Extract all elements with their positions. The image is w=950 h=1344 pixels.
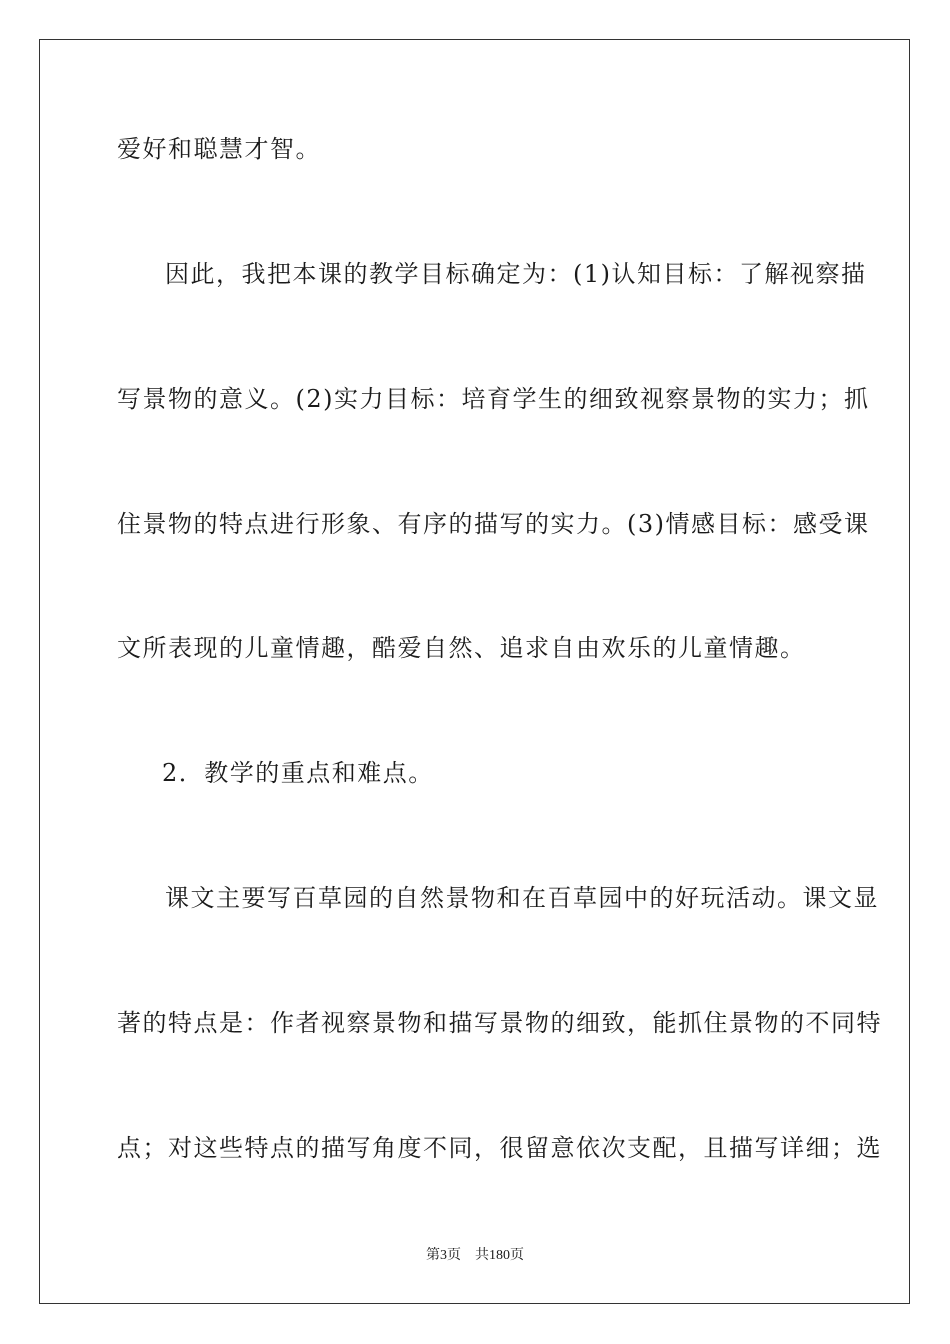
- page-total: 共180页: [475, 1248, 524, 1263]
- page-border: [39, 39, 910, 1304]
- section-heading: 2．教学的重点和难点。: [162, 759, 434, 787]
- text-line-5: 文所表现的儿童情趣，酷爱自然、追求自由欢乐的儿童情趣。: [117, 634, 806, 662]
- text-line-9: 点；对这些特点的描写角度不同，很留意依次支配，且描写详细；选: [117, 1134, 882, 1162]
- text-line-8: 著的特点是：作者视察景物和描写景物的细致，能抓住景物的不同特: [117, 1009, 882, 1037]
- paragraph-text-content: 课文主要写百草园的自然景物和在百草园中的好玩活动。课文显: [165, 884, 879, 912]
- paragraph-teaching-goals: 因此，我把本课的教学目标确定为：(1)认知目标：了解视察描: [165, 260, 867, 288]
- text-line-4: 住景物的特点进行形象、有序的描写的实力。(3)情感目标：感受课: [117, 510, 870, 538]
- text-line-3: 写景物的意义。(2)实力目标：培育学生的细致视察景物的实力；抓: [117, 385, 870, 413]
- page-footer: [0, 1247, 950, 1265]
- text-line-1: 爱好和聪慧才智。: [117, 135, 321, 163]
- page-number: 第3页: [426, 1248, 461, 1263]
